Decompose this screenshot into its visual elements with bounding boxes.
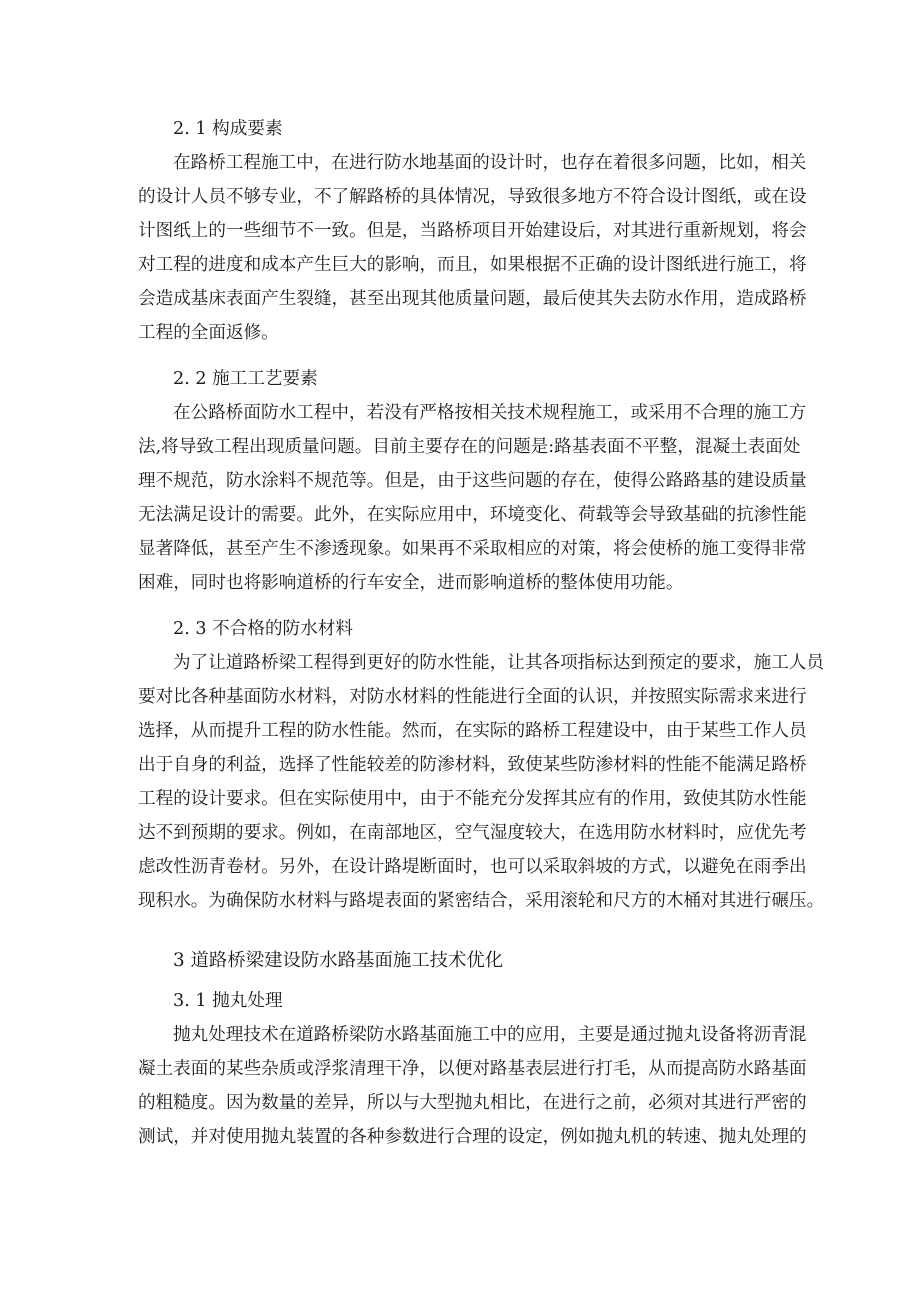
- paragraph-line: 的设计人员不够专业，不了解路桥的具体情况，导致很多地方不符合设计图纸，或在设: [138, 187, 807, 207]
- paragraph-line: 出于自身的利益，选择了性能较差的防渗材料，致使某些防渗材料的性能不能满足路桥: [138, 755, 807, 775]
- section-heading-3-1: 3. 1 抛丸处理: [173, 991, 283, 1011]
- paragraph-line: 要对比各种基面防水材料，对防水材料的性能进行全面的认识，并按照实际需求来进行: [138, 687, 807, 707]
- paragraph-line: 理不规范，防水涂料不规范等。但是，由于这些问题的存在，使得公路路基的建设质量: [138, 471, 807, 491]
- paragraph-line: 困难，同时也将影响道桥的行车安全，进而影响道桥的整体使用功能。: [138, 573, 684, 593]
- paragraph-line: 在路桥工程施工中，在进行防水地基面的设计时，也存在着很多问题，比如，相关: [173, 153, 807, 173]
- paragraph-line: 无法满足设计的需要。此外，在实际应用中，环境变化、荷载等会导致基础的抗渗性能: [138, 505, 807, 525]
- paragraph-line: 为了让道路桥梁工程得到更好的防水性能，让其各项指标达到预定的要求，施工人员: [173, 653, 824, 673]
- paragraph-line: 测试，并对使用抛丸装置的各种参数进行合理的设定，例如抛丸机的转速、抛丸处理的: [138, 1127, 807, 1147]
- paragraph-line: 工程的全面返修。: [138, 323, 279, 343]
- paragraph-line: 凝土表面的某些杂质或浮浆清理干净，以便对路基表层进行打毛，从而提高防水路基面: [138, 1059, 807, 1079]
- paragraph-line: 计图纸上的一些细节不一致。但是，当路桥项目开始建设后，对其进行重新规划，将会: [138, 221, 807, 241]
- paragraph-line: 抛丸处理技术在道路桥梁防水路基面施工中的应用，主要是通过抛丸设备将沥青混: [173, 1025, 807, 1045]
- paragraph-line: 对工程的进度和成本产生巨大的影响，而且，如果根据不正确的设计图纸进行施工，将: [138, 255, 807, 275]
- chapter-heading-3: 3 道路桥梁建设防水路基面施工技术优化: [173, 950, 504, 971]
- paragraph-line: 在公路桥面防水工程中，若没有严格按相关技术规程施工，或采用不合理的施工方: [173, 403, 807, 423]
- section-heading-2-2: 2. 2 施工工艺要素: [173, 369, 318, 389]
- paragraph-line: 虑改性沥青卷材。另外，在设计路堤断面时，也可以采取斜坡的方式，以避免在雨季出: [138, 857, 807, 877]
- paragraph-line: 选择，从而提升工程的防水性能。然而，在实际的路桥工程建设中，由于某些工作人员: [138, 721, 807, 741]
- paragraph-line: 达不到预期的要求。例如，在南部地区，空气湿度较大，在选用防水材料时，应优先考: [138, 823, 807, 843]
- paragraph-line: 会造成基床表面产生裂缝，甚至出现其他质量问题，最后使其失去防水作用，造成路桥: [138, 289, 807, 309]
- section-heading-2-3: 2. 3 不合格的防水材料: [173, 619, 353, 639]
- paragraph-line: 现积水。为确保防水材料与路堤表面的紧密结合，采用滚轮和尺方的木桶对其进行碾压。: [138, 891, 825, 911]
- paragraph-line: 工程的设计要求。但在实际使用中，由于不能充分发挥其应有的作用，致使其防水性能: [138, 789, 807, 809]
- paragraph-line: 法,将导致工程出现质量问题。目前主要存在的问题是:路基表面不平整，混凝土表面处: [138, 437, 801, 457]
- section-heading-2-1: 2. 1 构成要素: [173, 119, 283, 139]
- paragraph-line: 的粗糙度。因为数量的差异，所以与大型抛丸相比，在进行之前，必须对其进行严密的: [138, 1093, 807, 1113]
- paragraph-line: 显著降低，甚至产生不渗透现象。如果再不采取相应的对策，将会使桥的施工变得非常: [138, 539, 807, 559]
